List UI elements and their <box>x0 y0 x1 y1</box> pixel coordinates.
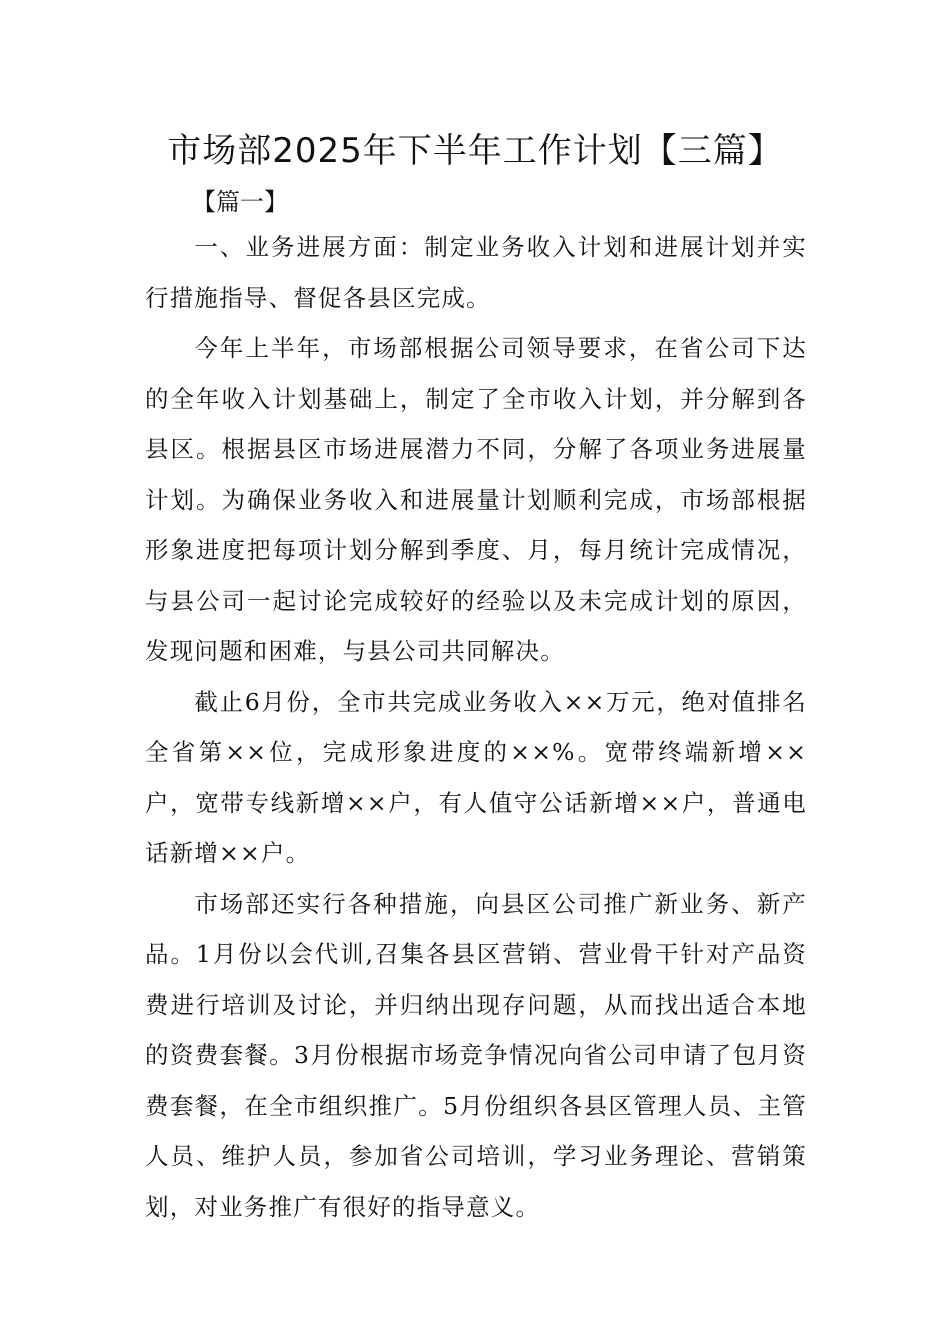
paragraph-2: 今年上半年，市场部根据公司领导要求，在省公司下达的全年收入计划基础上，制定了全市收入计划，并分解到各县区。根据县区市场进展潜力不同，分解了各项业务进展量计划。为确保业务收入和进展量计划顺利完成，市场部根据形象进度把每项计划分解到季度、月，每月统计完成情况，与县公司一起讨论完成较好的经验以及未完成计划的原因，发现问题和困难，与县公司共同解决。 <box>145 334 807 665</box>
paragraph-3: 截止6月份，全市共完成业务收入××万元，绝对值排名全省第××位，完成形象进度的××%。宽带终端新增××户，宽带专线新增××户，有人值守公话新增××户，普通电话新增××户。 <box>145 687 807 867</box>
paragraph-1: 一、业务进展方面：制定业务收入计划和进展计划并实行措施指导、督促各县区完成。 <box>145 233 807 312</box>
section-label: 【篇一】 <box>192 188 288 216</box>
document-title: 市场部2025年下半年工作计划【三篇】 <box>167 131 783 171</box>
paragraph-4: 市场部还实行各种措施，向县区公司推广新业务、新产品。1月份以会代训,召集各县区营销、营业骨干针对产品资费进行培训及讨论，并归纳出现存问题，从而找出适合本地的资费套餐。3月份根据市场竞争情况向省公司申请了包月资费套餐，在全市组织推广。5月份组织各县区管理人员、主管人员、维护人员，参加省公司培训，学习业务理论、营销策划，对业务推广有很好的指导意义。 <box>145 889 807 1221</box>
document-body <box>145 222 807 1232</box>
